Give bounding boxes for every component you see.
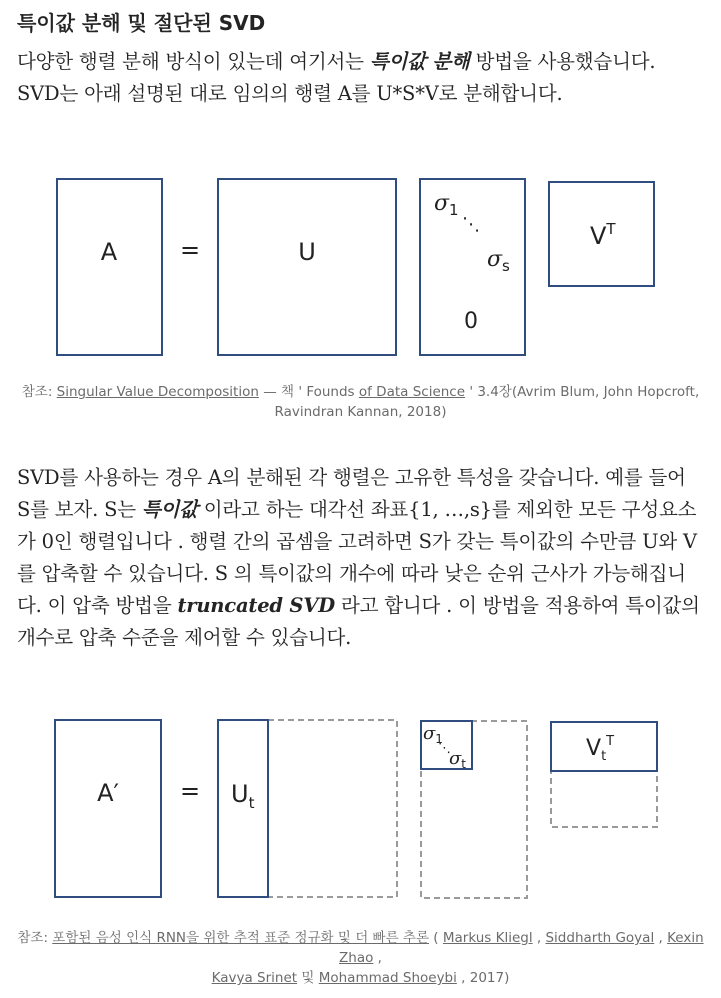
figure2-caption (0, 928, 721, 988)
caption2-sep: 및 (297, 970, 319, 986)
matrix-a-label: A (100, 238, 118, 266)
zero-label: 0 (464, 309, 478, 334)
sigma-dots: ⋱ (462, 214, 480, 235)
intro-text-2: 방법을 사용했습니다. SVD는 아래 설명된 대로 임의의 행렬 A를 U*S*V로 분해합니다. (17, 50, 656, 105)
matrix-a-prime-label: A′ (97, 779, 119, 807)
caption2-sep: , (532, 930, 546, 946)
truncated-svd-diagram (0, 710, 721, 910)
matrix-ut-label: $U_t$ (231, 780, 255, 812)
equals-sign: = (179, 236, 201, 264)
matrix-u-box (218, 179, 396, 355)
section-heading: 특이값 분해 및 절단된 SVD (17, 11, 266, 35)
body-emphasis-1: 특이값 (141, 498, 198, 521)
matrix-a-prime-box (55, 720, 161, 897)
link-author-srinet[interactable]: Kavya Srinet (211, 970, 298, 986)
caption2-sep: , (373, 950, 382, 966)
link-svd[interactable]: Singular Value Decomposition (56, 384, 259, 400)
sigma-first: $\sigma_1$ (434, 191, 459, 219)
matrix-vt-trunc-label: $V_t^T$ (586, 734, 615, 764)
sigma-dots-2: ⋱ (438, 741, 451, 756)
caption1-suffix: ' 3.4장(Avrim Blum, John Hopcroft, Ravindran Kannan, 2018) (274, 384, 700, 420)
intro-paragraph (17, 46, 703, 110)
link-data-science[interactable]: of Data Science (358, 384, 466, 400)
caption2-sep: , (654, 930, 668, 946)
matrix-ut-box (218, 720, 268, 897)
intro-emphasis: 특이값 분해 (369, 50, 470, 73)
caption2-suffix: , 2017) (456, 970, 510, 986)
body-text-2: 이라고 하는 대각선 좌표{1, …,s}를 제외한 모든 구성요소가 0인 행렬입니다 . 행렬 간의 곱셈을 고려하면 S가 갖는 특이값의 수만큼 U와 V를 압축할 수 있습니다. S 의 특이값의 개수에 따라 낮은 순위 근사가 가능해집니다. 이 압축 방법을 (17, 498, 697, 617)
sigma-first-2: $\sigma_1$ (423, 723, 443, 746)
caption1-middle: — 책 ' Founds (258, 384, 359, 400)
link-author-kliegl[interactable]: Markus Kliegl (442, 930, 533, 946)
caption2-prefix: 참조: (17, 930, 53, 946)
sigma-last-2: $\sigma_t$ (449, 748, 467, 771)
body-text-1: SVD를 사용하는 경우 A의 분해된 각 행렬은 고유한 특성을 갖습니다. 예를 들어 S를 보자. S는 (17, 466, 686, 521)
link-author-shoeybi[interactable]: Mohammad Shoeybi (318, 970, 457, 986)
matrix-a-box (57, 179, 162, 355)
svd-diagram (0, 168, 721, 368)
body-text-3: 라고 합니다 . 이 방법을 적용하여 특이값의 개수로 압축 수준을 제어할 수 있습니다. (17, 594, 700, 649)
link-author-goyal[interactable]: Siddharth Goyal (545, 930, 655, 946)
intro-text-1: 다양한 행렬 분해 방식이 있는데 여기서는 (17, 50, 370, 73)
body-emphasis-2: truncated SVD (177, 594, 335, 617)
figure1-caption (0, 382, 721, 422)
link-author-zhao[interactable]: Kexin Zhao (339, 930, 704, 966)
matrix-vt-label: $V^T$ (590, 220, 616, 250)
caption1-prefix: 참조: (21, 384, 57, 400)
matrix-u-label: U (298, 238, 316, 266)
caption2-sep: ( (429, 930, 443, 946)
sigma-last: $\sigma_s$ (487, 247, 510, 275)
equals-sign-2: = (179, 777, 201, 805)
link-paper[interactable]: 포함된 음성 인식 RNN을 위한 추적 표준 정규화 및 더 빠른 추론 (52, 930, 430, 946)
body-paragraph (17, 462, 703, 654)
